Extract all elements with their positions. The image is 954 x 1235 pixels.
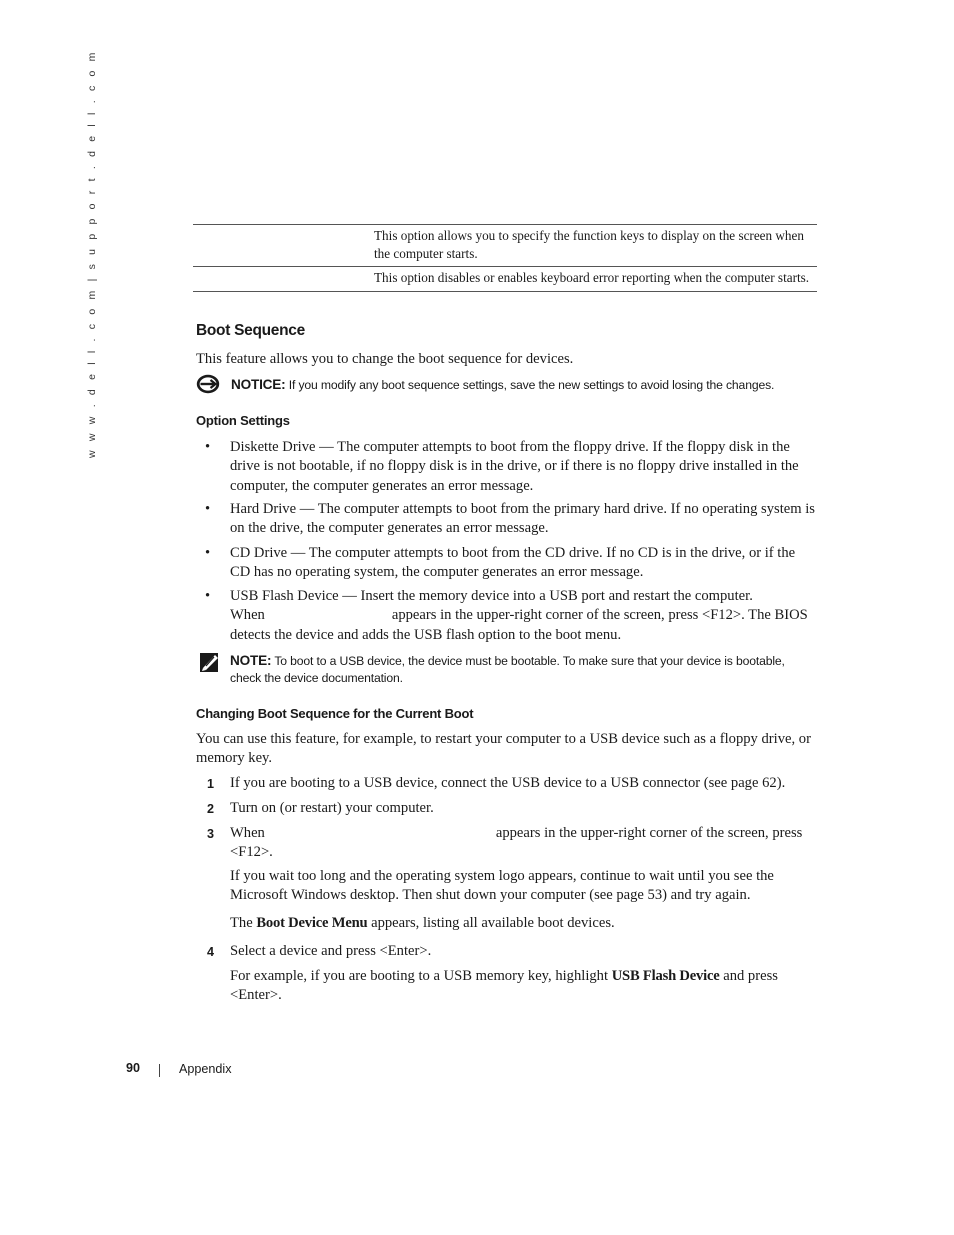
boot-sequence-intro: This feature allows you to change the boot sequence for devices. (196, 351, 574, 367)
item-text: The computer attempts to boot from the floppy drive. If the floppy disk in the drive is not bootable, if no floppy disk is in the drive, or if there is no floppy drive installed in the computer, the computer generates an error message. (230, 439, 799, 494)
step-number: 2 (207, 802, 215, 816)
bullet-icon: • (205, 501, 211, 517)
table-cell-option (193, 225, 374, 267)
step-text: appears in the upper-right corner of the screen, press <F12>. (230, 825, 803, 861)
item-text: Insert the memory device into a USB port and restart the computer. (356, 588, 753, 604)
table-row (193, 267, 817, 292)
step-number: 4 (207, 945, 215, 959)
table-cell-description: This option disables or enables keyboard error reporting when the computer starts. (374, 270, 810, 285)
item-text: When (230, 607, 265, 624)
item-label: Hard Drive (230, 501, 297, 517)
footer-divider (159, 1064, 160, 1077)
bullet-icon: • (205, 545, 211, 561)
footer-section: Appendix (179, 1062, 232, 1076)
options-table (193, 224, 817, 292)
bullet-icon: • (205, 588, 211, 604)
item-text: appears in the upper-right corner of the screen, press <F12>. The BIOS detects the device and adds the USB flash option to the boot menu. (230, 607, 808, 643)
page-number: 90 (126, 1061, 141, 1075)
option-settings-heading: Option Settings (196, 413, 290, 428)
changing-boot-heading: Changing Boot Sequence for the Current Boot (196, 706, 474, 721)
boot-sequence-heading: Boot Sequence (196, 322, 305, 339)
step-detail: If you wait too long and the operating system logo appears, continue to wait until you see the Microsoft Windows desktop. Then shut down your computer (see page 53) and try again. (230, 868, 774, 904)
notice-text: If you modify any boot sequence settings, save the new settings to avoid losing the changes. (288, 378, 775, 392)
note-text: To boot to a USB device, the device must be bootable. To make sure that your device is bootable, check the device documentation. (230, 654, 785, 685)
table-row (193, 225, 817, 267)
step-text: If you are booting to a USB device, connect the USB device to a USB connector (see page 62). (230, 775, 786, 791)
notice-label: NOTICE: (231, 377, 286, 392)
item-text: — The computer attempts to boot from the CD drive. If no CD is in the drive, or if the CD has no operating system, the computer generates an error message. (230, 545, 796, 581)
step-number: 3 (207, 827, 215, 841)
table-cell-option (193, 267, 374, 292)
boot-device-menu-label: Boot Device Menu (256, 915, 368, 931)
step-detail: For example, if you are booting to a USB memory key, highlight USB Flash Device and press <Enter>. (230, 968, 778, 1004)
item-label: CD Drive (230, 545, 288, 561)
step-text: Turn on (or restart) your computer. (230, 800, 434, 816)
step-text: When (230, 825, 265, 841)
step-number: 1 (207, 777, 215, 791)
step-text: Select a device and press <Enter>. (230, 943, 432, 959)
usb-flash-device-label: USB Flash Device (611, 968, 720, 984)
side-url: w w w . d e l l . c o m | s u p p o r t . d e l l . c o m (86, 49, 98, 458)
bullet-icon: • (205, 439, 211, 455)
note-label: NOTE: (230, 653, 272, 668)
item-label: Diskette Drive — (230, 439, 334, 455)
table-cell-description: This option allows you to specify the function keys to display on the screen when the computer starts. (374, 228, 804, 261)
item-text: — The computer attempts to boot from the primary hard drive. If no operating system is on the drive, the computer generates an error message. (230, 501, 815, 537)
pencil-note-icon (200, 651, 220, 673)
notice-icon (196, 374, 220, 394)
step-detail: The Boot Device Menu appears, listing all available boot devices. (230, 915, 615, 931)
item-label: USB Flash Device — (230, 588, 357, 604)
changing-boot-intro: You can use this feature, for example, to restart your computer to a USB device such as a floppy drive, or memory key. (196, 731, 811, 767)
